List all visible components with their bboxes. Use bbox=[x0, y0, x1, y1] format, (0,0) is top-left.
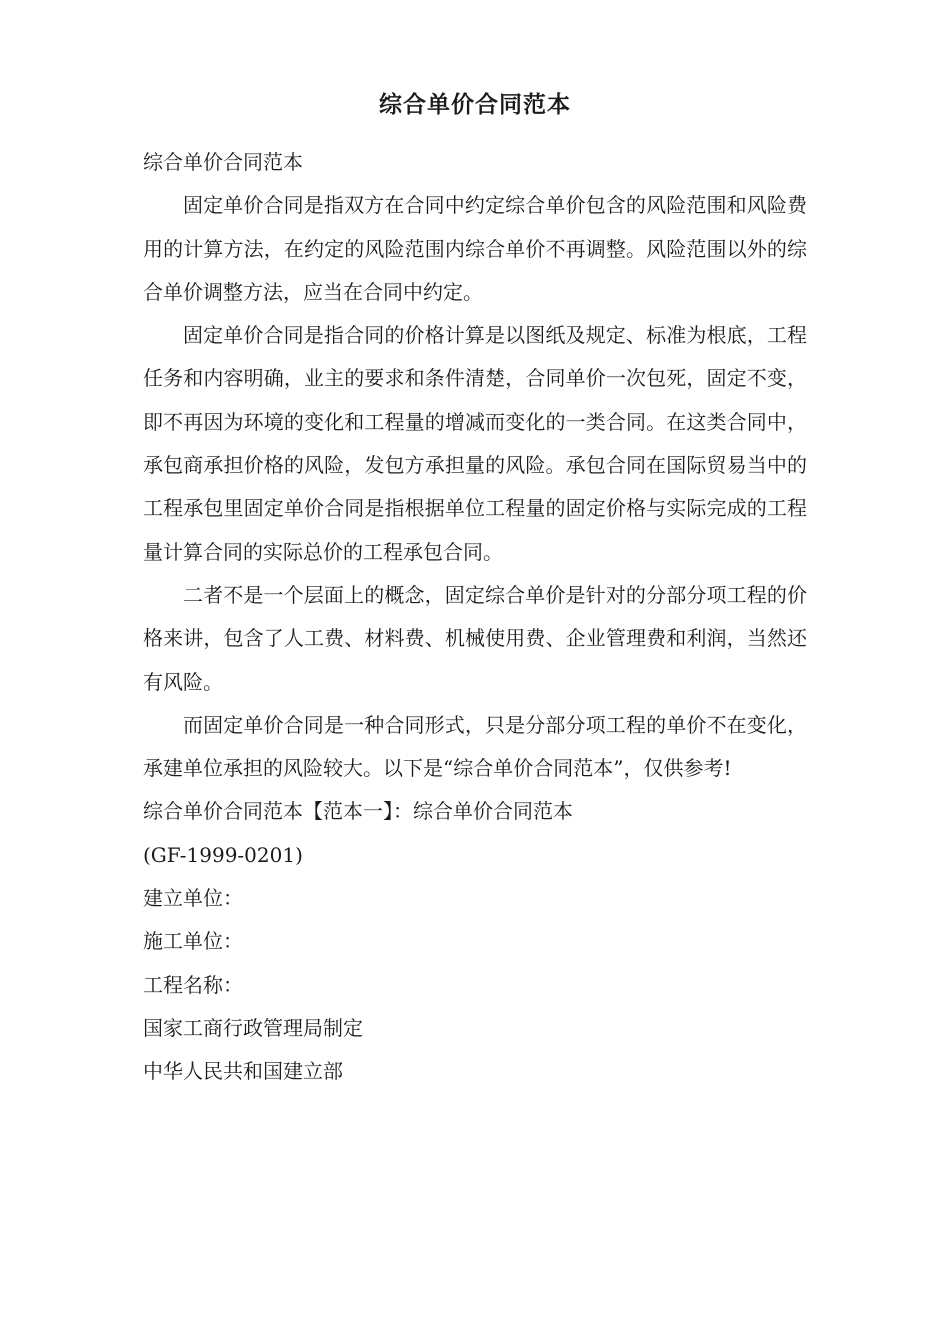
field-builder-unit: 建立单位： bbox=[143, 886, 243, 911]
template-code: (GF-1999-0201) bbox=[143, 842, 303, 867]
document-body bbox=[143, 141, 807, 1094]
paragraph-fixed-unit-price: 固定单价合同是指合同的价格计算是以图纸及规定、标准为根底，工程任务和内容明确，业主的要求和条件清楚，合同单价一次包死，固定不变，即不再因为环境的变化和工程量的增减而变化的一类合同。在这类合同中，承包商承担价格的风险，发包方承担量的风险。承包合同在国际贸易当中的工程承包里固定单价合同是指根据单位工程量的固定价格与实际完成的工程量计算合同的实际总价的工程承包合同。 bbox=[143, 323, 807, 564]
template-heading: 综合单价合同范本【范本一】：综合单价合同范本 bbox=[143, 799, 573, 824]
document-title: 综合单价合同范本 bbox=[379, 92, 571, 118]
issuer-saic: 国家工商行政管理局制定 bbox=[143, 1015, 363, 1040]
issuer-ministry: 中华人民共和国建立部 bbox=[143, 1059, 343, 1084]
paragraph-contract-form: 而固定单价合同是一种合同形式，只是分部分项工程的单价不在变化，承建单位承担的风险较大。以下是“综合单价合同范本”，仅供参考! bbox=[143, 712, 807, 781]
field-project-name: 工程名称： bbox=[143, 972, 243, 997]
field-construction-unit: 施工单位： bbox=[143, 929, 243, 954]
paragraph-comparison: 二者不是一个层面上的概念，固定综合单价是针对的分部分项工程的价格来讲，包含了人工费、材料费、机械使用费、企业管理费和利润，当然还有风险。 bbox=[143, 582, 807, 694]
document-subtitle: 综合单价合同范本 bbox=[143, 150, 303, 174]
paragraph-definition: 固定单价合同是指双方在合同中约定综合单价包含的风险范围和风险费用的计算方法，在约定的风险范围内综合单价不再调整。风险范围以外的综合单价调整方法，应当在合同中约定。 bbox=[143, 193, 807, 304]
